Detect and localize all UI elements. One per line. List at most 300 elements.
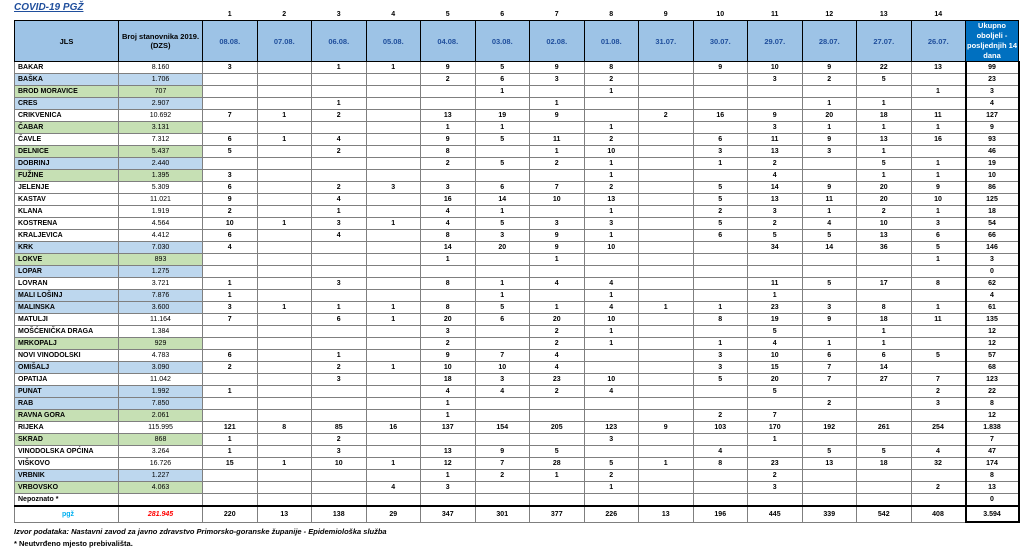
case-count-cell (257, 86, 312, 98)
case-count-cell: 14 (857, 362, 912, 374)
case-count-cell: 10 (748, 62, 803, 74)
case-count-cell (639, 254, 694, 266)
case-count-cell: 170 (748, 422, 803, 434)
case-count-cell: 1 (366, 62, 421, 74)
table-row (15, 314, 1019, 326)
case-count-cell (639, 326, 694, 338)
case-count-cell (257, 206, 312, 218)
table-row (15, 410, 1019, 422)
row-total-cell: 12 (966, 338, 1019, 350)
case-count-cell (475, 494, 530, 507)
table-row (15, 446, 1019, 458)
case-count-cell: 3 (530, 74, 585, 86)
table-row (15, 62, 1019, 74)
row-total-cell: 18 (966, 206, 1019, 218)
covid-table-wrapper (14, 9, 1018, 523)
row-total-cell: 8 (966, 470, 1019, 482)
case-count-cell: 6 (203, 230, 258, 242)
case-count-cell: 2 (203, 206, 258, 218)
case-count-cell (911, 470, 966, 482)
case-count-cell: 6 (911, 230, 966, 242)
municipality-name: BROD MORAVICE (15, 86, 119, 98)
case-count-cell (203, 158, 258, 170)
case-count-cell: 1 (312, 206, 367, 218)
row-total-cell: 146 (966, 242, 1019, 254)
row-total-cell: 66 (966, 230, 1019, 242)
municipality-name: CRIKVENICA (15, 110, 119, 122)
case-count-cell: 6 (203, 350, 258, 362)
case-count-cell: 20 (802, 110, 857, 122)
case-count-cell (584, 398, 639, 410)
case-count-cell: 1 (475, 122, 530, 134)
case-count-cell: 28 (530, 458, 585, 470)
case-count-cell: 1 (693, 158, 748, 170)
case-count-cell (203, 98, 258, 110)
case-count-cell (639, 362, 694, 374)
case-count-cell (257, 386, 312, 398)
header-date: 31.07. (639, 21, 694, 62)
header-date: 02.08. (530, 21, 585, 62)
case-count-cell (366, 386, 421, 398)
case-count-cell (802, 170, 857, 182)
case-count-cell: 9 (802, 134, 857, 146)
case-count-cell: 3 (584, 218, 639, 230)
case-count-cell: 32 (911, 458, 966, 470)
population-cell: 3.090 (119, 362, 203, 374)
case-count-cell (366, 398, 421, 410)
case-count-cell (857, 266, 912, 278)
population-cell: 7.876 (119, 290, 203, 302)
case-count-cell: 1 (802, 338, 857, 350)
column-number: 4 (391, 11, 396, 18)
row-total-cell: 9 (966, 122, 1019, 134)
municipality-name: RAVNA GORA (15, 410, 119, 422)
case-count-cell: 2 (203, 362, 258, 374)
case-count-cell: 3 (748, 482, 803, 494)
header-date: 04.08. (421, 21, 476, 62)
case-count-cell: 2 (911, 482, 966, 494)
daily-total-cell: 13 (639, 506, 694, 522)
case-count-cell (475, 338, 530, 350)
case-count-cell: 4 (421, 218, 476, 230)
case-count-cell (475, 398, 530, 410)
population-cell: 1.706 (119, 74, 203, 86)
case-count-cell: 5 (475, 62, 530, 74)
case-count-cell (911, 74, 966, 86)
case-count-cell: 4 (530, 362, 585, 374)
case-count-cell (693, 470, 748, 482)
case-count-cell (857, 398, 912, 410)
row-total-cell: 127 (966, 110, 1019, 122)
case-count-cell (639, 86, 694, 98)
municipality-name: PUNAT (15, 386, 119, 398)
population-cell: 707 (119, 86, 203, 98)
case-count-cell: 1 (530, 302, 585, 314)
case-count-cell: 9 (639, 422, 694, 434)
case-count-cell (257, 266, 312, 278)
case-count-cell: 2 (693, 410, 748, 422)
table-row (15, 206, 1019, 218)
case-count-cell: 1 (530, 98, 585, 110)
case-count-cell: 11 (530, 134, 585, 146)
case-count-cell (257, 242, 312, 254)
case-count-cell (802, 254, 857, 266)
case-count-cell (366, 134, 421, 146)
case-count-cell (475, 410, 530, 422)
row-total-cell: 8 (966, 398, 1019, 410)
case-count-cell (366, 86, 421, 98)
header-date: 29.07. (748, 21, 803, 62)
case-count-cell: 11 (748, 134, 803, 146)
table-row (15, 470, 1019, 482)
case-count-cell (475, 434, 530, 446)
case-count-cell: 2 (312, 146, 367, 158)
case-count-cell (857, 494, 912, 507)
case-count-cell (748, 266, 803, 278)
case-count-cell (257, 278, 312, 290)
case-count-cell (584, 98, 639, 110)
case-count-cell: 4 (530, 350, 585, 362)
case-count-cell (421, 494, 476, 507)
case-count-cell: 1 (693, 302, 748, 314)
case-count-cell: 1 (203, 446, 258, 458)
case-count-cell: 5 (802, 230, 857, 242)
case-count-cell: 36 (857, 242, 912, 254)
case-count-cell: 10 (312, 458, 367, 470)
case-count-cell: 1 (911, 86, 966, 98)
population-cell: 929 (119, 338, 203, 350)
case-count-cell: 15 (748, 362, 803, 374)
case-count-cell: 9 (203, 194, 258, 206)
case-count-cell: 3 (748, 206, 803, 218)
case-count-cell: 10 (584, 146, 639, 158)
municipality-name: KRK (15, 242, 119, 254)
case-count-cell (639, 494, 694, 507)
case-count-cell: 2 (530, 386, 585, 398)
case-count-cell (257, 290, 312, 302)
case-count-cell (257, 374, 312, 386)
case-count-cell (257, 122, 312, 134)
population-cell: 5.309 (119, 182, 203, 194)
case-count-cell: 13 (584, 194, 639, 206)
case-count-cell (257, 494, 312, 507)
case-count-cell (530, 266, 585, 278)
column-number: 2 (282, 11, 287, 18)
case-count-cell (366, 446, 421, 458)
case-count-cell (911, 266, 966, 278)
case-count-cell: 1 (475, 86, 530, 98)
case-count-cell (639, 398, 694, 410)
population-cell: 3.721 (119, 278, 203, 290)
column-number: 6 (500, 11, 505, 18)
population-cell: 16.726 (119, 458, 203, 470)
case-count-cell: 154 (475, 422, 530, 434)
case-count-cell: 5 (693, 374, 748, 386)
table-row (15, 74, 1019, 86)
header-date: 08.08. (203, 21, 258, 62)
case-count-cell: 2 (748, 158, 803, 170)
case-count-cell (257, 74, 312, 86)
case-count-cell: 17 (857, 278, 912, 290)
case-count-cell: 3 (421, 182, 476, 194)
case-count-cell: 6 (802, 350, 857, 362)
case-count-cell: 1 (857, 326, 912, 338)
case-count-cell (802, 290, 857, 302)
case-count-cell: 5 (748, 230, 803, 242)
case-count-cell: 1 (639, 458, 694, 470)
daily-total-cell: 301 (475, 506, 530, 522)
case-count-cell (366, 266, 421, 278)
footer (14, 527, 387, 548)
case-count-cell (693, 86, 748, 98)
case-count-cell: 16 (911, 134, 966, 146)
case-count-cell: 6 (857, 350, 912, 362)
population-cell: 5.437 (119, 146, 203, 158)
case-count-cell (693, 290, 748, 302)
daily-total-cell: 13 (257, 506, 312, 522)
case-count-cell: 1 (366, 458, 421, 470)
case-count-cell: 1 (911, 254, 966, 266)
header-date: 28.07. (802, 21, 857, 62)
population-cell: 893 (119, 254, 203, 266)
case-count-cell (584, 110, 639, 122)
case-count-cell: 5 (693, 182, 748, 194)
case-count-cell: 137 (421, 422, 476, 434)
case-count-cell (366, 338, 421, 350)
case-count-cell: 3 (421, 482, 476, 494)
case-count-cell: 18 (421, 374, 476, 386)
case-count-cell: 2 (584, 74, 639, 86)
column-number-row (15, 9, 1019, 21)
case-count-cell: 9 (802, 314, 857, 326)
row-total-cell: 125 (966, 194, 1019, 206)
case-count-cell (203, 122, 258, 134)
case-count-cell (312, 290, 367, 302)
case-count-cell (257, 254, 312, 266)
case-count-cell (203, 374, 258, 386)
case-count-cell: 20 (857, 182, 912, 194)
table-row (15, 458, 1019, 470)
case-count-cell: 9 (530, 230, 585, 242)
case-count-cell: 1 (911, 302, 966, 314)
case-count-cell (203, 398, 258, 410)
case-count-cell: 6 (312, 314, 367, 326)
case-count-cell: 6 (203, 182, 258, 194)
case-count-cell (366, 194, 421, 206)
case-count-cell: 13 (421, 110, 476, 122)
case-count-cell: 103 (693, 422, 748, 434)
case-count-cell (639, 482, 694, 494)
case-count-cell: 1 (421, 470, 476, 482)
case-count-cell (802, 494, 857, 507)
case-count-cell (530, 170, 585, 182)
case-count-cell: 5 (802, 278, 857, 290)
case-count-cell: 1 (584, 290, 639, 302)
case-count-cell: 192 (802, 422, 857, 434)
case-count-cell (639, 74, 694, 86)
case-count-cell (530, 398, 585, 410)
case-count-cell (257, 158, 312, 170)
case-count-cell: 8 (421, 230, 476, 242)
case-count-cell (530, 482, 585, 494)
case-count-cell: 9 (802, 182, 857, 194)
case-count-cell: 1 (421, 122, 476, 134)
case-count-cell: 1 (421, 398, 476, 410)
case-count-cell: 2 (639, 110, 694, 122)
daily-total-cell: 339 (802, 506, 857, 522)
case-count-cell: 121 (203, 422, 258, 434)
case-count-cell (911, 326, 966, 338)
case-count-cell: 5 (475, 302, 530, 314)
case-count-cell: 9 (421, 62, 476, 74)
population-cell: 4.564 (119, 218, 203, 230)
row-total-cell: 123 (966, 374, 1019, 386)
case-count-cell (639, 386, 694, 398)
case-count-cell: 7 (203, 110, 258, 122)
case-count-cell: 2 (802, 74, 857, 86)
case-count-cell (802, 386, 857, 398)
case-count-cell (203, 86, 258, 98)
municipality-name: VIŠKOVO (15, 458, 119, 470)
case-count-cell: 2 (312, 110, 367, 122)
case-count-cell: 1 (366, 218, 421, 230)
row-total-cell: 10 (966, 170, 1019, 182)
case-count-cell (584, 410, 639, 422)
case-count-cell: 1 (366, 362, 421, 374)
case-count-cell (421, 170, 476, 182)
case-count-cell (802, 266, 857, 278)
case-count-cell (693, 122, 748, 134)
case-count-cell: 3 (203, 302, 258, 314)
population-cell: 1.384 (119, 326, 203, 338)
municipality-name: KOSTRENA (15, 218, 119, 230)
case-count-cell (857, 482, 912, 494)
case-count-cell: 4 (312, 194, 367, 206)
case-count-cell (203, 482, 258, 494)
case-count-cell (203, 254, 258, 266)
municipality-name: KLANA (15, 206, 119, 218)
case-count-cell (257, 470, 312, 482)
case-count-cell: 7 (530, 182, 585, 194)
case-count-cell (693, 326, 748, 338)
row-total-cell: 0 (966, 494, 1019, 507)
row-total-cell: 62 (966, 278, 1019, 290)
column-number: 10 (716, 11, 725, 18)
case-count-cell: 3 (203, 62, 258, 74)
case-count-cell: 3 (475, 230, 530, 242)
case-count-cell (312, 158, 367, 170)
case-count-cell (857, 386, 912, 398)
column-number: 1 (227, 11, 232, 18)
case-count-cell: 5 (857, 446, 912, 458)
table-row (15, 482, 1019, 494)
case-count-cell: 1 (802, 122, 857, 134)
daily-total-cell: 542 (857, 506, 912, 522)
case-count-cell: 1 (257, 302, 312, 314)
case-count-cell (693, 170, 748, 182)
header-population: Broj stanovnika 2019. (DZS) (119, 21, 203, 62)
case-count-cell (802, 482, 857, 494)
case-count-cell: 10 (584, 314, 639, 326)
case-count-cell: 3 (693, 350, 748, 362)
case-count-cell: 3 (312, 446, 367, 458)
case-count-cell: 8 (421, 302, 476, 314)
case-count-cell: 16 (421, 194, 476, 206)
case-count-cell (257, 482, 312, 494)
population-cell: 1.227 (119, 470, 203, 482)
case-count-cell: 14 (802, 242, 857, 254)
municipality-name: RAB (15, 398, 119, 410)
case-count-cell: 7 (802, 374, 857, 386)
case-count-cell: 5 (911, 350, 966, 362)
case-count-cell: 20 (475, 242, 530, 254)
municipality-name: OPATIJA (15, 374, 119, 386)
municipality-name: MOŠĆENIČKA DRAGA (15, 326, 119, 338)
case-count-cell: 27 (857, 374, 912, 386)
case-count-cell: 5 (475, 134, 530, 146)
case-count-cell: 2 (530, 338, 585, 350)
case-count-cell (312, 86, 367, 98)
case-count-cell: 2 (421, 74, 476, 86)
table-row (15, 362, 1019, 374)
case-count-cell: 6 (475, 182, 530, 194)
case-count-cell (366, 470, 421, 482)
table-row (15, 254, 1019, 266)
municipality-name: MALI LOŠINJ (15, 290, 119, 302)
municipality-name: JELENJE (15, 182, 119, 194)
case-count-cell: 23 (748, 302, 803, 314)
case-count-cell: 3 (312, 218, 367, 230)
case-count-cell: 4 (421, 386, 476, 398)
case-count-cell: 1 (911, 206, 966, 218)
case-count-cell (203, 338, 258, 350)
case-count-cell: 2 (911, 386, 966, 398)
case-count-cell: 19 (475, 110, 530, 122)
case-count-cell: 2 (857, 206, 912, 218)
row-total-cell: 174 (966, 458, 1019, 470)
case-count-cell: 1 (584, 170, 639, 182)
case-count-cell (257, 446, 312, 458)
case-count-cell: 8 (421, 146, 476, 158)
case-count-cell: 6 (475, 74, 530, 86)
case-count-cell: 9 (421, 350, 476, 362)
table-row (15, 110, 1019, 122)
case-count-cell: 2 (584, 134, 639, 146)
case-count-cell: 10 (203, 218, 258, 230)
population-cell: 11.021 (119, 194, 203, 206)
case-count-cell (257, 314, 312, 326)
case-count-cell (748, 254, 803, 266)
row-total-cell: 1.838 (966, 422, 1019, 434)
case-count-cell: 1 (366, 314, 421, 326)
row-total-cell: 3 (966, 254, 1019, 266)
case-count-cell (748, 398, 803, 410)
case-count-cell (257, 194, 312, 206)
table-row (15, 338, 1019, 350)
case-count-cell (911, 362, 966, 374)
table-row (15, 182, 1019, 194)
table-row (15, 326, 1019, 338)
case-count-cell: 3 (693, 362, 748, 374)
case-count-cell (366, 494, 421, 507)
table-row (15, 194, 1019, 206)
case-count-cell: 10 (530, 194, 585, 206)
case-count-cell: 8 (421, 278, 476, 290)
case-count-cell: 1 (857, 170, 912, 182)
case-count-cell: 1 (203, 386, 258, 398)
row-total-cell: 68 (966, 362, 1019, 374)
case-count-cell (857, 410, 912, 422)
